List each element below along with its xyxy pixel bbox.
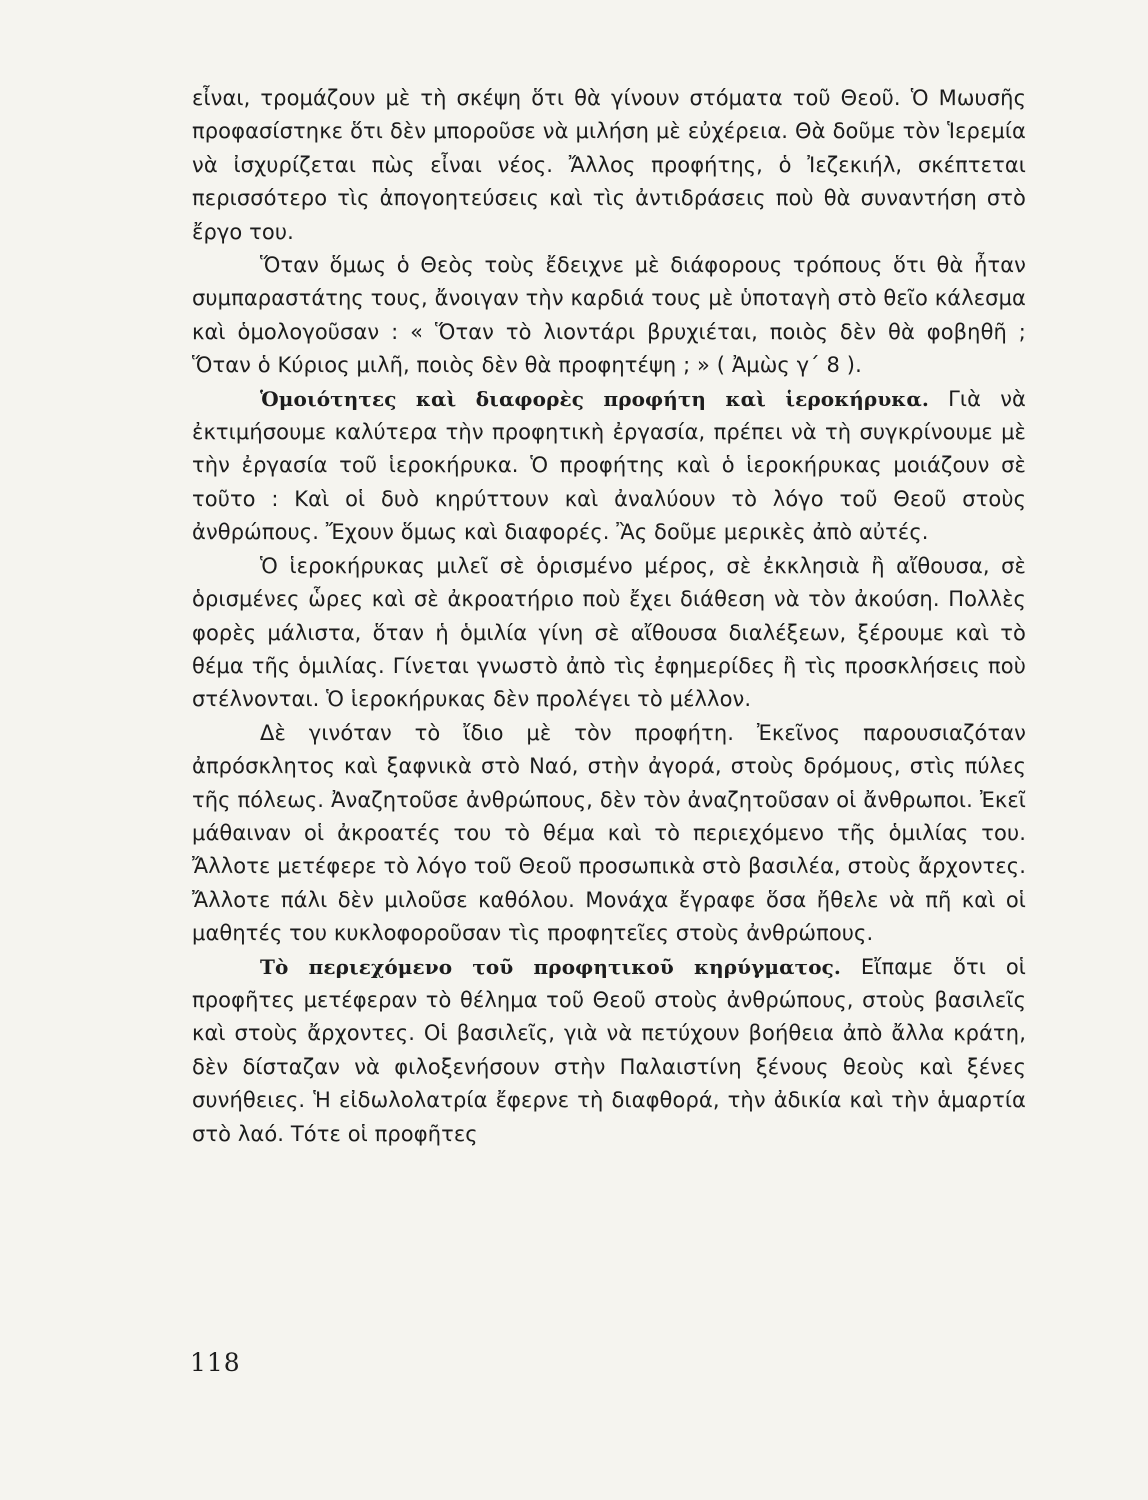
paragraph-6-text: Εἴπαμε ὅτι οἱ προφῆτες μετέφεραν τὸ θέλημα τοῦ Θεοῦ στοὺς ἀνθρώπους, στοὺς βασιλεῖς καὶ στοὺς ἄρχοντες. Οἱ βασιλεῖς, γιὰ νὰ πετύχουν βοήθεια ἀπὸ ἄλλα κράτη, δὲν δίσταζαν νὰ φιλοξενήσουν στὴν Παλαιστίνη ξένους θεοὺς καὶ ξένες συνήθειες. Ἡ εἰδωλολατρία ἔφερνε τὴ διαφθορά, τὴν ἀδικία καὶ τὴν ἁμαρτία στὸ λαό. Τότε οἱ προφῆτες [192,954,1026,1146]
page-number: 118 [190,1348,241,1377]
paragraph-4-text: Ὁ ἱεροκήρυκας μιλεῖ σὲ ὁρισμένο μέρος, σὲ ἐκκλησιὰ ἢ αἴθουσα, σὲ ὁρισμένες ὧρες καὶ σὲ ἀκροατήριο ποὺ ἔχει διάθεση νὰ τὸν ἀκούση. Πολλὲς φορὲς μάλιστα, ὅταν ἡ ὁμιλία γίνη σὲ αἴθουσα διαλέξεων, ξέρουμε καὶ τὸ θέμα τῆς ὁμιλίας. Γίνεται γνωστὸ ἀπὸ τὶς ἐφημερίδες ἢ τὶς προσκλήσεις ποὺ στέλνονται. Ὁ ἱεροκήρυκας δὲν προλέγει τὸ μέλλον. [192,553,1026,712]
text-column [192,82,1026,1151]
section-heading-similarities: Ὁμοιότητες καὶ διαφορὲς προφήτη καὶ ἱεροκήρυκα. [260,386,929,411]
paragraph-4 [192,550,1026,717]
paragraph-6 [192,951,1026,1151]
paragraph-1-text: εἶναι, τρομάζουν μὲ τὴ σκέψη ὅτι θὰ γίνουν στόματα τοῦ Θεοῦ. Ὁ Μωυσῆς προφασίστηκε ὅτι δὲν μποροῦσε νὰ μιλήση μὲ εὐχέρεια. Θὰ δοῦμε τὸν Ἱερεμία νὰ ἰσχυρίζεται πὼς εἶναι νέος. Ἄλλος προφήτης, ὁ Ἰεζεκιήλ, σκέπτεται περισσότερο τὶς ἀπογοητεύσεις καὶ τὶς ἀντιδράσεις ποὺ θὰ συναντήση στὸ ἔργο του. [192,86,1026,244]
paragraph-3-text: Γιὰ νὰ ἐκτιμήσουμε καλύτερα τὴν προφητικὴ ἐργασία, πρέπει νὰ τὴ συγκρίνουμε μὲ τὴν ἐργασία τοῦ ἱεροκήρυκα. Ὁ προφήτης καὶ ὁ ἱεροκήρυκας μοιάζουν σὲ τοῦτο : Καὶ οἱ δυὸ κηρύττουν καὶ ἀναλύουν τὸ λόγο τοῦ Θεοῦ στοὺς ἀνθρώπους. Ἔχουν ὅμως καὶ διαφορές. Ἂς δοῦμε μερικὲς ἀπὸ αὐτές. [192,386,1027,545]
paragraph-2-text: Ὅταν ὅμως ὁ Θεὸς τοὺς ἔδειχνε μὲ διάφορους τρόπους ὅτι θὰ ἦταν συμπαραστάτης τους, ἄνοιγαν τὴν καρδιά τους μὲ ὑποταγὴ στὸ θεῖο κάλεσμα καὶ ὁμολογοῦσαν : « Ὅταν τὸ λιοντάρι βρυχιέται, ποιὸς δὲν θὰ φοβηθῆ ; Ὅταν ὁ Κύριος μιλῆ, ποιὸς δὲν θὰ προφητέψη ; » ( Ἀμὼς γ΄ 8 ). [192,253,1026,378]
paragraph-2 [192,249,1026,383]
paragraph-3 [192,383,1026,550]
section-heading-content: Τὸ περιεχόμενο τοῦ προφητικοῦ κηρύγματος. [260,954,841,979]
paragraph-5-text: Δὲ γινόταν τὸ ἴδιο μὲ τὸν προφήτη. Ἐκεῖνος παρουσιαζόταν ἀπρόσκλητος καὶ ξαφνικὰ στὸ Ναό, στὴν ἀγορά, στοὺς δρόμους, στὶς πύλες τῆς πόλεως. Ἀναζητοῦσε ἀνθρώπους, δὲν τὸν ἀναζητοῦσαν οἱ ἄνθρωποι. Ἐκεῖ μάθαιναν οἱ ἀκροατές του τὸ θέμα καὶ τὸ περιεχόμενο τῆς ὁμιλίας του. Ἄλλοτε μετέφερε τὸ λόγο τοῦ Θεοῦ προσωπικὰ στὸ βασιλέα, στοὺς ἄρχοντες. Ἄλλοτε πάλι δὲν μιλοῦσε καθόλου. Μονάχα ἔγραφε ὅσα ἤθελε νὰ πῆ καὶ οἱ μαθητές του κυκλοφοροῦσαν τὶς προφητεῖες στοὺς ἀνθρώπους. [192,720,1026,946]
paragraph-5 [192,717,1026,951]
paragraph-1 [192,82,1026,249]
